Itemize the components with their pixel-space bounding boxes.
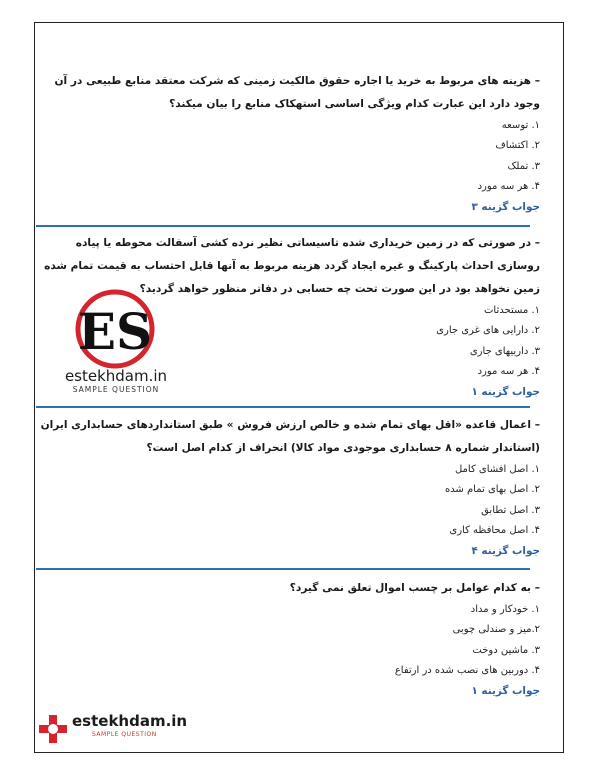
question-text: – به کدام عوامل بر چسب اموال تعلق نمی گیرد؟ xyxy=(289,582,540,594)
question-block-3 xyxy=(36,414,540,561)
question-divider xyxy=(36,406,530,408)
answer-text: جواب گزینه ۱ xyxy=(471,386,540,399)
option-4: ۴. هر سه مورد xyxy=(477,180,540,192)
option-1: ۱. توسعه xyxy=(501,120,540,131)
option-2: ۲. اصل بهای تمام شده xyxy=(444,484,540,496)
option-2: ۲. دارایی های غری جاری xyxy=(436,325,540,337)
question-text: – اعمال قاعده «اقل بهای تمام شده و خالص ارزش فروش » طبق استانداردهای حسابداری ایران (استاندار شماره ۸ حسابداری موجودی مواد کالا) انحراف از کدام اصل است؟ xyxy=(40,419,540,454)
question-block-1 xyxy=(36,70,540,217)
logo-monogram: ES xyxy=(77,302,153,361)
question-block-4 xyxy=(36,577,540,701)
question-text: – هزینه های مربوط به خرید یا اجاره حقوق مالکیت زمینی که شرکت معتقد منابع طبیعی در آن وجود دارد این عبارت کدام ویژگی اساسی استهکاک منابع را بیان میکند؟ xyxy=(54,75,540,110)
answer-text: جواب گزینه ۱ xyxy=(471,685,540,698)
logo-tagline: SAMPLE QUESTION xyxy=(72,385,160,394)
option-1: ۱. خودکار و مداد xyxy=(470,604,540,615)
option-3: ۳. تملک xyxy=(507,160,540,172)
question-text: – در صورتی که در زمین خریداری شده تاسیساتی نظیر نرده کشی آسفالت محوطه یا پیاده روسازی احداث پارکینگ و غیره ایجاد گردد هزینه مربوط به آنها قابل احتساب به قیمت تمام شده زمین نخواهد بود در این صورت تحت چه حسابی در دفاتر منظور خواهد گردید؟ xyxy=(44,237,540,295)
option-3: ۳. ماشین دوخت xyxy=(472,644,540,656)
option-4: ۴. هر سه مورد xyxy=(477,365,540,377)
answer-text: جواب گزینه ۳ xyxy=(471,201,540,214)
footer-logo-tagline: SAMPLE QUESTION xyxy=(92,731,157,738)
option-3: ۳. اصل تطابق xyxy=(481,504,540,516)
question-divider xyxy=(36,568,530,570)
option-2: ۲. اکتشاف xyxy=(495,140,540,152)
option-4: ۴. دوربین های نصب شده در ارتفاع xyxy=(394,664,540,676)
answer-text: جواب گزینه ۴ xyxy=(471,545,540,558)
question-divider xyxy=(36,225,530,227)
logo-name: estekhdam.in xyxy=(64,367,168,385)
option-2: ۲.میز و صندلی چوبی xyxy=(452,624,540,636)
footer-logo-name: estekhdam.in xyxy=(72,712,188,730)
estekhdam-footer-logo-icon xyxy=(36,712,70,746)
option-1: ۱. اصل افشای کامل xyxy=(454,464,540,475)
option-4: ۴. اصل محافظه کاری xyxy=(449,524,540,536)
option-3: ۳. دارییهای جاری xyxy=(469,345,540,357)
option-1: ۱. مستحدثات xyxy=(484,305,540,316)
